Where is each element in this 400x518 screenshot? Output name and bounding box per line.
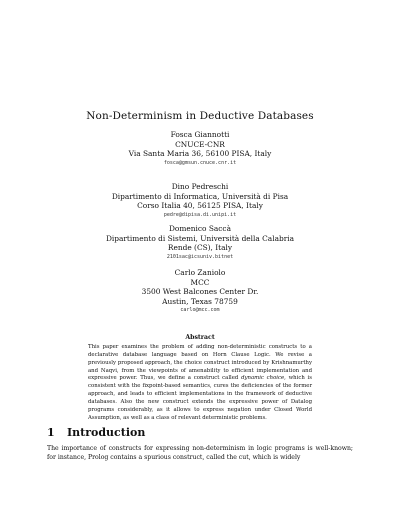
- author-address-2: Austin, Texas 78759: [162, 296, 238, 306]
- author-block-3: [0, 224, 400, 261]
- author-name: Carlo Zaniolo: [174, 268, 226, 277]
- author-block-1: [0, 130, 400, 167]
- author-address: Rende (CS), Italy: [167, 243, 233, 253]
- author-affiliation: Dipartimento di Sistemi, Università della Calabria: [105, 233, 295, 243]
- abstract-emphasis: dynamic choice: [241, 375, 285, 382]
- abstract-text-2: , which is consistent with the fixpoint-based semantics, cures the deficiencies of the former approach, and leads to efficient implementations in the framework of deductive databases. Also the new construct extends the expressive power of Datalog programs considerably, as it allows to express negation under Closed World Assumption, as well as a class of relevant deterministic problems.: [88, 375, 312, 421]
- author-name: Fosca Giannotti: [170, 130, 230, 139]
- paper-title: Non-Determinism in Deductive Databases: [86, 110, 314, 122]
- author-email: fosca@gmsun.cnuce.cnr.it: [163, 159, 237, 166]
- author-address: 3500 West Balcones Center Dr.: [141, 287, 259, 297]
- author-email: pedre@dipisa.di.unipi.it: [163, 211, 237, 218]
- section-title: Introduction: [67, 426, 146, 439]
- abstract-body: [88, 344, 312, 422]
- author-address: Via Santa Maria 36, 56100 PISA, Italy: [128, 149, 272, 159]
- author-name: Dino Pedreschi: [171, 182, 229, 191]
- section-heading: [47, 426, 145, 439]
- intro-paragraph: The importance of constructs for expressing non-determinism in logic programs is well-known; for instance, Prolog contains a spurious construct, called the cut, which is widely: [47, 445, 353, 461]
- author-address: Corso Italia 40, 56125 PISA, Italy: [137, 201, 263, 211]
- author-email: 2101sac@icsuniv.bitnet: [166, 253, 234, 260]
- author-block-4: [0, 268, 400, 314]
- author-email: carlo@mcc.com: [180, 307, 220, 314]
- abstract-text-1: This paper examines the problem of adding non-deterministic constructs to a declarative database language based on Horn Clause Logic. We revise a previously proposed approach, the choice construct introduced by Krishnamurthy and Naqvi, from the viewpoints of amenability to efficient implementation and expressive power. Thus, we define a construct called: [88, 344, 312, 382]
- author-block-2: [0, 182, 400, 219]
- abstract-heading: Abstract: [185, 334, 215, 341]
- author-affiliation: MCC: [190, 277, 210, 287]
- author-affiliation: Dipartimento di Informatica, Università di Pisa: [111, 191, 289, 201]
- section-number: 1: [47, 426, 55, 439]
- author-affiliation: CNUCE-CNR: [175, 139, 225, 149]
- author-name: Domenico Saccà: [169, 224, 231, 233]
